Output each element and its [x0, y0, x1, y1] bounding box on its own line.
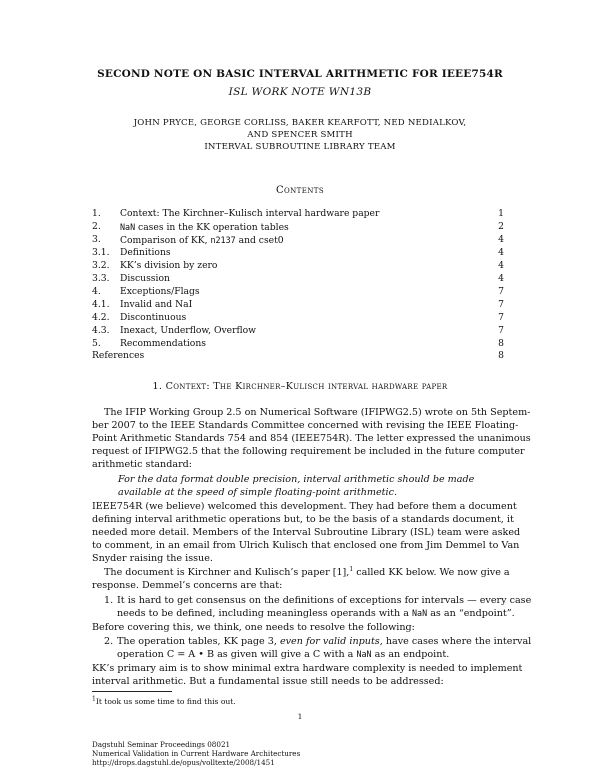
text-line: Before covering this, we think, one needs to resolve the following: — [92, 622, 415, 633]
toc-page: 4 — [498, 260, 504, 271]
list-number: 2. — [104, 636, 114, 647]
toc-entry[interactable] — [92, 234, 504, 246]
toc-title: Discussion — [120, 273, 170, 284]
toc-title-text: Comparison of KK, — [120, 235, 211, 246]
toc-heading: Contents — [275, 185, 325, 196]
toc-entry[interactable] — [92, 221, 504, 233]
paragraph — [92, 566, 508, 592]
code-text: NaN — [120, 222, 136, 232]
text-line — [117, 648, 508, 661]
footnote-mark: 1 — [92, 695, 96, 703]
toc-entry[interactable] — [92, 325, 504, 337]
footnote-text: It took us some time to find this out. — [95, 697, 236, 706]
text-line — [117, 635, 532, 648]
toc-entry[interactable] — [92, 286, 504, 298]
toc-number: 4.3. — [92, 325, 110, 336]
section-heading: 1. Context: The Kirchner–Kulisch interval hardware paper — [152, 381, 448, 392]
text-span: as an “endpoint”. — [427, 608, 515, 619]
text-line: to comment, in an email from Ulrich Kulisch that enclosed one from Jim Demmel to Van — [92, 540, 520, 551]
code-text: NaN — [356, 649, 372, 659]
toc-number: 5. — [92, 338, 101, 349]
text-line — [92, 566, 508, 579]
toc-title: Recommendations — [120, 338, 206, 349]
toc-page: 8 — [498, 350, 504, 361]
toc-title — [120, 234, 284, 247]
toc-title-text: and cset0 — [235, 235, 284, 246]
text-line: available at the speed of simple floating-point arithmetic. — [118, 487, 398, 498]
text-line: KK’s primary aim is to show minimal extra hardware complexity is needed to implement — [92, 663, 523, 674]
paper-subtitle: ISL WORK NOTE WN13B — [228, 86, 372, 98]
toc-title: Context: The Kirchner–Kulisch interval hardware paper — [120, 208, 380, 219]
block-quote — [118, 473, 508, 499]
author-line-2: AND SPENCER SMITH — [247, 130, 353, 140]
toc-page: 4 — [498, 247, 504, 258]
toc-number: 3.1. — [92, 247, 110, 258]
footer-url[interactable]: http://drops.dagstuhl.de/opus/volltexte/2008/1451 — [92, 758, 275, 767]
text-span: operation C = A • B as given will give a C with a — [117, 649, 357, 660]
paper-title: SECOND NOTE ON BASIC INTERVAL ARITHMETIC FOR IEEE754R — [97, 68, 503, 80]
toc-title: Exceptions/Flags — [120, 286, 200, 297]
paragraph — [92, 621, 508, 634]
text-span: , have cases where the interval — [379, 636, 532, 647]
text-line: It is hard to get consensus on the definitions of exceptions for intervals — every case — [117, 595, 532, 606]
text-line: response. Demmel’s concerns are that: — [92, 580, 283, 591]
toc-page: 2 — [498, 221, 504, 232]
toc-entry[interactable] — [92, 338, 504, 350]
toc-title: Definitions — [120, 247, 171, 258]
toc-title: KK’s division by zero — [120, 260, 218, 271]
toc-entry[interactable] — [92, 299, 504, 311]
toc-title-text: cases in the KK operation tables — [135, 222, 289, 233]
footnote — [92, 697, 236, 706]
toc-page: 7 — [498, 286, 504, 297]
text-line: Point Arithmetic Standards 754 and 854 (IEEE754R). The letter expressed the unanimous — [92, 433, 531, 444]
toc-number: 1. — [92, 208, 101, 219]
text-line: For the data format double precision, interval arithmetic should be made — [118, 474, 475, 485]
toc-page: 4 — [498, 234, 504, 245]
toc-entry[interactable] — [92, 260, 504, 272]
paragraph — [92, 500, 521, 565]
toc-title: Invalid and NaI — [120, 299, 193, 310]
toc-title: Discontinuous — [120, 312, 187, 323]
toc-title: References — [92, 350, 145, 361]
toc-entry[interactable] — [92, 350, 504, 362]
text-line: The IFIP Working Group 2.5 on Numerical Software (IFIPWG2.5) wrote on 5th Septem- — [104, 407, 531, 418]
toc-entry[interactable] — [92, 273, 504, 285]
list-item — [92, 594, 532, 620]
text-span: called KK below. We now give a — [353, 567, 510, 578]
toc-entry[interactable] — [92, 208, 504, 220]
emphasis-text: even for valid inputs — [279, 636, 380, 647]
list-number: 1. — [104, 595, 114, 606]
author-line-1: JOHN PRYCE, GEORGE CORLISS, BAKER KEARFOTT, NED NEDIALKOV, — [133, 118, 467, 128]
text-line: interval arithmetic. But a fundamental issue still needs to be addressed: — [92, 676, 444, 687]
toc-page: 7 — [498, 299, 504, 310]
paragraph — [92, 662, 523, 688]
text-line: defining interval arithmetic operations but, to be the basis of a standards document, it — [92, 514, 514, 525]
author-affiliation: INTERVAL SUBROUTINE LIBRARY TEAM — [204, 142, 396, 152]
paragraph — [92, 406, 531, 471]
toc-page: 1 — [498, 208, 504, 219]
footer-line: Numerical Validation in Current Hardware Architectures — [92, 749, 301, 758]
code-text: n2137 — [210, 235, 236, 245]
text-span: as an endpoint. — [371, 649, 450, 660]
toc-title: Inexact, Underflow, Overflow — [120, 325, 257, 336]
toc-number: 4.1. — [92, 299, 110, 310]
text-line: Snyder raising the issue. — [92, 553, 213, 564]
text-line: needed more detail. Members of the Interval Subroutine Library (ISL) team were asked — [92, 527, 521, 538]
page-number: 1 — [297, 712, 303, 721]
text-span: The operation tables, KK page 3, — [117, 636, 280, 647]
footnote-divider — [92, 691, 172, 692]
list-item — [92, 635, 532, 661]
toc-number: 4.2. — [92, 312, 110, 323]
text-span: needs to be defined, including meaningless operands with a — [117, 608, 412, 619]
footer-line: Dagstuhl Seminar Proceedings 08021 — [92, 740, 231, 749]
footnote-ref[interactable]: 1 — [349, 565, 354, 573]
toc-page: 7 — [498, 312, 504, 323]
text-line — [117, 607, 515, 620]
text-span: The document is Kirchner and Kulisch’s paper [1], — [104, 567, 350, 578]
text-line: ber 2007 to the IEEE Standards Committee concerned with revising the IEEE Floating- — [92, 420, 519, 431]
toc-entry[interactable] — [92, 247, 504, 259]
text-line: arithmetic standard: — [92, 459, 193, 470]
text-line: IEEE754R (we believe) welcomed this development. They had before them a document — [92, 501, 517, 512]
toc-page: 7 — [498, 325, 504, 336]
toc-page: 4 — [498, 273, 504, 284]
toc-page: 8 — [498, 338, 504, 349]
toc-number: 3.3. — [92, 273, 110, 284]
code-text: NaN — [412, 608, 428, 618]
text-line: request of IFIPWG2.5 that the following requirement be included in the future computer — [92, 446, 525, 457]
toc-number: 3. — [92, 234, 101, 245]
toc-number: 3.2. — [92, 260, 110, 271]
toc-entry[interactable] — [92, 312, 504, 324]
toc-number: 4. — [92, 286, 101, 297]
toc-number: 2. — [92, 221, 101, 232]
toc-title — [120, 221, 289, 234]
